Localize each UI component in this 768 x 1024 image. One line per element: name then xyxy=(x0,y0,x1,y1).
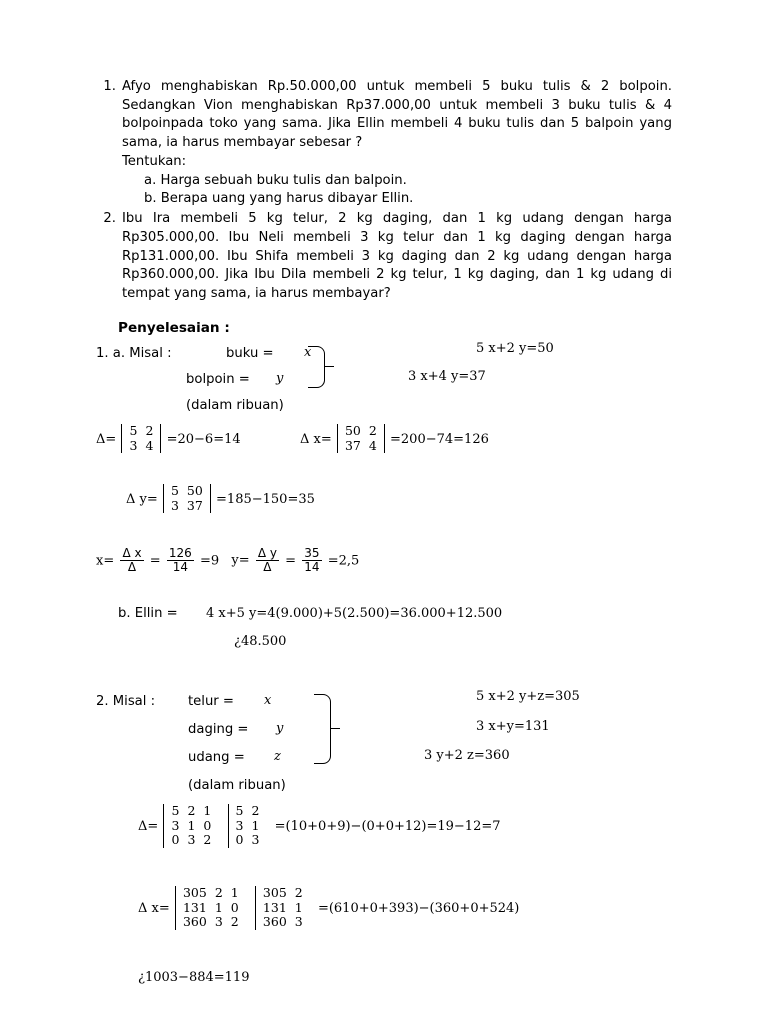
cell: 2 xyxy=(294,884,303,900)
solution-1-delta-matrix xyxy=(121,424,161,454)
cell: 2 xyxy=(368,422,377,438)
cell: 1 xyxy=(230,884,239,900)
cell: 5 xyxy=(170,482,179,498)
cell: 4 xyxy=(368,437,377,453)
cell: 131 xyxy=(262,899,287,915)
problem-1-subitem-b: b. Berapa uang yang harus dibayar Ellin. xyxy=(144,191,414,207)
solution-2-eq3: 3 y+2 z=360 xyxy=(424,747,510,763)
solution-1-ellin-eq: 4 x+5 y=4(9.000)+5(2.500)=36.000+12.500 xyxy=(206,605,503,621)
solution-1-units: (dalam ribuan) xyxy=(186,397,284,413)
denominator: Δ xyxy=(120,560,143,574)
solution-1-brace-tick xyxy=(324,366,334,367)
solution-1-y-frac1 xyxy=(256,547,279,574)
solution-1-delta-result: =20−6=14 xyxy=(166,431,241,447)
problem-list xyxy=(96,78,672,304)
solution-1-delta-lhs: Δ= xyxy=(96,431,117,447)
denominator: 14 xyxy=(304,559,320,574)
problem-1-tentukan: Tentukan: xyxy=(122,153,187,169)
solution-1-var1: x xyxy=(304,344,312,360)
solution-2-deltax-result: =(610+0+393)−(360+0+524) xyxy=(317,900,520,916)
cell: 3 xyxy=(187,832,196,848)
problem-1-subitems xyxy=(122,172,672,209)
numerator: Δ x xyxy=(122,545,142,560)
cell: 0 xyxy=(235,832,244,848)
cell: 1 xyxy=(251,817,260,833)
numerator: 126 xyxy=(168,545,192,560)
solution-1-deltax-result: =200−74=126 xyxy=(390,431,489,447)
solution-1-x-frac2 xyxy=(167,547,194,574)
cell: 2 xyxy=(203,832,212,848)
cell: 305 xyxy=(262,884,287,900)
solution-2-units: (dalam ribuan) xyxy=(188,777,286,793)
solution-1-y-frac2 xyxy=(302,547,321,574)
solution-1-deltax-lhs: Δ x= xyxy=(300,431,332,447)
solution-2-delta-matrix xyxy=(163,804,221,848)
solution-1-eq2: 3 x+4 y=37 xyxy=(408,368,486,384)
solution-2-deltax-row xyxy=(138,886,519,930)
solution-2-label: 2. Misal : xyxy=(96,693,156,709)
numerator: 35 xyxy=(304,545,320,560)
cell: 0 xyxy=(203,817,212,833)
cell: 50 xyxy=(344,422,361,438)
cell: 2 xyxy=(214,884,223,900)
solution-2-var1-label: telur = xyxy=(188,693,234,709)
solution-1-label: 1. a. Misal : xyxy=(96,345,172,361)
cell: 37 xyxy=(186,497,203,513)
solution-2-delta-row xyxy=(138,804,501,848)
cell: 3 xyxy=(170,497,179,513)
solution-1-var1-label: buku = xyxy=(226,345,274,361)
solution-1-deltay-result: =185−150=35 xyxy=(216,491,315,507)
problem-2-number: 2. xyxy=(103,211,116,227)
cell: 3 xyxy=(214,914,223,930)
solution-2-brace xyxy=(314,694,331,764)
solution-2-delta-lhs: Δ= xyxy=(138,818,159,834)
solution-2-eq2: 3 x+y=131 xyxy=(476,718,550,734)
cell: 360 xyxy=(262,914,287,930)
denominator: Δ xyxy=(256,560,279,574)
solution-2-delta-matrix-repeat xyxy=(228,804,270,848)
cell: 0 xyxy=(171,832,180,848)
solution-1-delta-row xyxy=(96,424,241,454)
cell: 4 xyxy=(145,437,154,453)
solution-1-xy-row xyxy=(96,547,359,574)
solution-1-var2: y xyxy=(276,370,284,386)
solution-2-delta-result: =(10+0+9)−(0+0+12)=19−12=7 xyxy=(274,818,501,834)
solution-2-var3-label: udang = xyxy=(188,749,245,765)
solution-2-var3: z xyxy=(274,748,281,764)
solution-1-var2-label: bolpoin = xyxy=(186,371,250,387)
solution-1-deltax-row xyxy=(300,424,489,454)
numerator: Δ y xyxy=(257,545,277,560)
solution-1-x-frac1 xyxy=(120,547,143,574)
solution-1-x-res: =9 xyxy=(199,553,220,569)
cell: 2 xyxy=(230,914,239,930)
solution-2-brace-tick xyxy=(330,728,340,729)
problem-item-1 xyxy=(96,78,672,209)
solution-2-var2-label: daging = xyxy=(188,721,249,737)
cell: 3 xyxy=(251,832,260,848)
solution-2-eq1: 5 x+2 y+z=305 xyxy=(476,688,580,704)
solution-2-deltax-lhs: Δ x= xyxy=(138,900,170,916)
denominator: 14 xyxy=(167,560,194,574)
document-content xyxy=(96,78,672,990)
cell: 0 xyxy=(230,899,239,915)
solution-1-y-eq: = xyxy=(285,553,297,569)
problem-1-number: 1. xyxy=(103,79,116,94)
cell: 5 xyxy=(235,802,244,818)
solution-1-ellin-total: ¿48.500 xyxy=(234,633,287,649)
solution-1-deltay-lhs: Δ y= xyxy=(126,491,158,507)
solution-1-brace xyxy=(308,346,325,388)
cell: 3 xyxy=(235,817,244,833)
solution-1-deltay-row xyxy=(126,484,315,514)
solution-2-deltax-matrix-repeat xyxy=(255,886,313,930)
cell: 131 xyxy=(182,899,207,915)
cell: 1 xyxy=(214,899,223,915)
solution-1-x-eq: = xyxy=(149,553,161,569)
cell: 3 xyxy=(171,817,180,833)
cell: 1 xyxy=(187,817,196,833)
solution-1-deltax-matrix xyxy=(337,424,385,454)
solution-1-y-res: =2,5 xyxy=(327,553,360,569)
problem-1-subitem-a: a. Harga sebuah buku tulis dan balpoin. xyxy=(144,172,407,188)
solution-2-var1: x xyxy=(264,692,272,708)
solution-1-block xyxy=(96,340,672,649)
cell: 3 xyxy=(294,914,303,930)
solution-1-y-lhs: y= xyxy=(231,553,250,569)
solution-1-ellin-label: b. Ellin = xyxy=(118,605,178,621)
solution-1-eq1: 5 x+2 y=50 xyxy=(476,340,554,356)
problem-1-text: Afyo menghabiskan Rp.50.000,00 untuk membeli 5 buku tulis & 2 bolpoin. Sedangkan Vion menghabiskan Rp37.000,00 untuk membeli 3 buku tulis & 4 bolpoinpada toko yang sama. Jika Ellin membeli 4 buku tulis dan 5 balpoin yang sama, ia harus membayar sebesar ? xyxy=(122,79,672,151)
cell: 3 xyxy=(129,437,138,453)
solution-2-deltax-total: ¿1003−884=119 xyxy=(138,969,250,985)
solution-2-deltax-matrix xyxy=(175,886,249,930)
cell: 1 xyxy=(203,802,212,818)
cell: 37 xyxy=(344,437,361,453)
solution-heading: Penyelesaian : xyxy=(118,319,230,336)
solution-2-var2: y xyxy=(276,720,284,736)
problem-2-text: Ibu Ira membeli 5 kg telur, 2 kg daging, dan 1 kg udang dengan harga Rp305.000,00. Ibu Neli membeli 3 kg telur dan 1 kg daging dengan harga Rp131.000,00. Ibu Shifa membeli 3 kg daging dan 2 kg udang dengan harga Rp360.000,00. Jika Ibu Dila membeli 2 kg telur, 1 kg daging, dan 1 kg udang di tempat yang sama, ia harus membayar? xyxy=(122,211,672,302)
cell: 2 xyxy=(145,422,154,438)
cell: 5 xyxy=(129,422,138,438)
cell: 305 xyxy=(182,884,207,900)
cell: 360 xyxy=(182,914,207,930)
cell: 1 xyxy=(294,899,303,915)
solution-1-deltay-matrix xyxy=(163,484,211,514)
solution-2-block xyxy=(96,690,672,990)
solution-1-x-lhs: x= xyxy=(96,553,115,569)
cell: 2 xyxy=(251,802,260,818)
cell: 50 xyxy=(186,482,203,498)
cell: 5 xyxy=(171,802,180,818)
cell: 2 xyxy=(187,802,196,818)
problem-item-2 xyxy=(96,210,672,304)
